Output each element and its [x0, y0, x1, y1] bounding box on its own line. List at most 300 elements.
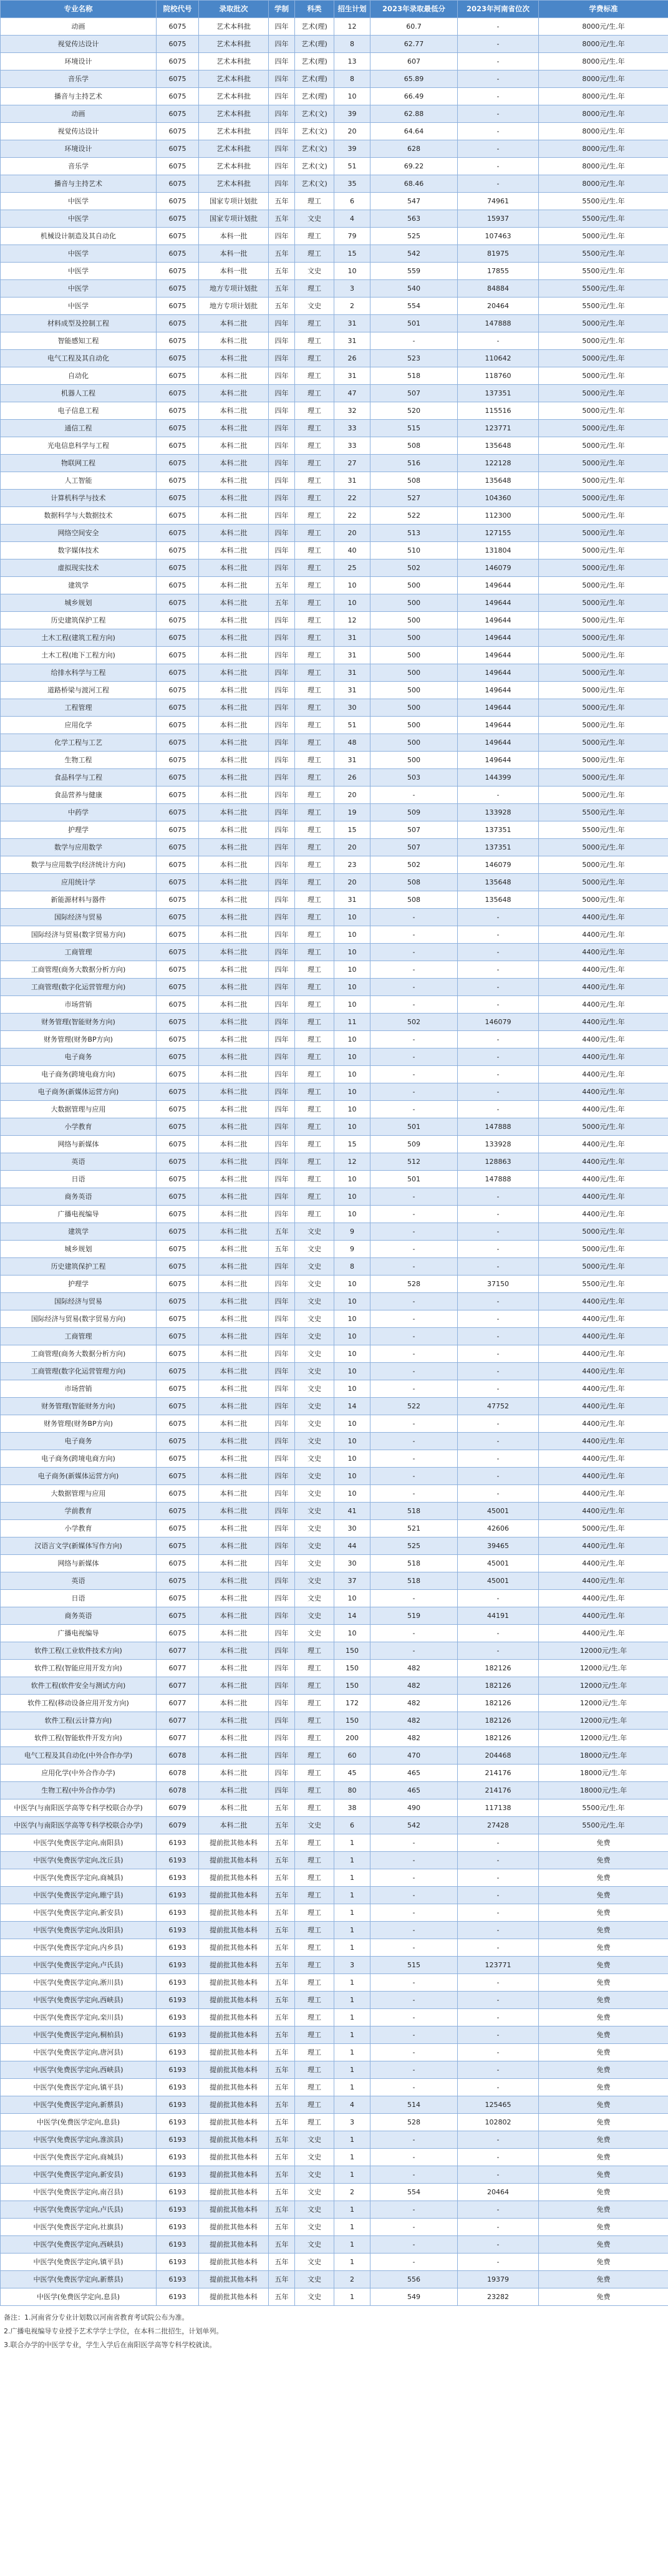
cell-school-code: 6075	[157, 1101, 199, 1118]
table-row	[1, 1258, 668, 1276]
table-row	[1, 1066, 668, 1083]
cell-category: 理工	[295, 1869, 334, 1887]
cell-category: 文史	[295, 1345, 334, 1363]
cell-quota: 15	[334, 245, 370, 263]
cell-quota: 20	[334, 525, 370, 542]
table-row	[1, 140, 668, 158]
cell-school-code: 6075	[157, 717, 199, 734]
cell-quota: 10	[334, 961, 370, 979]
cell-min-score: 507	[370, 821, 458, 839]
cell-category: 理工	[295, 1974, 334, 1992]
cell-tuition: 4400元/生.年	[539, 1590, 668, 1607]
cell-min-score: -	[370, 2061, 458, 2079]
cell-duration: 四年	[269, 1572, 295, 1590]
cell-duration: 四年	[269, 874, 295, 891]
cell-duration: 五年	[269, 298, 295, 315]
cell-school-code: 6193	[157, 2184, 199, 2201]
cell-min-score: 507	[370, 385, 458, 402]
cell-tuition: 免费	[539, 2166, 668, 2184]
table-row	[1, 1765, 668, 1782]
cell-batch: 提前批其他本科	[199, 2166, 269, 2184]
cell-category: 理工	[295, 315, 334, 332]
table-row	[1, 1380, 668, 1398]
cell-major: 软件工程(智能应用开发方向)	[1, 1660, 157, 1677]
cell-tuition: 5500元/生.年	[539, 263, 668, 280]
cell-min-score: -	[370, 1433, 458, 1450]
cell-rank: 137351	[458, 385, 539, 402]
cell-duration: 四年	[269, 1590, 295, 1607]
cell-school-code: 6193	[157, 2096, 199, 2114]
table-row	[1, 2236, 668, 2254]
cell-min-score: 502	[370, 1014, 458, 1031]
cell-major: 视觉传达设计	[1, 36, 157, 53]
cell-quota: 1	[334, 2131, 370, 2149]
cell-category: 理工	[295, 385, 334, 402]
cell-duration: 四年	[269, 1136, 295, 1153]
cell-quota: 6	[334, 193, 370, 210]
cell-major: 给排水科学与工程	[1, 664, 157, 682]
cell-tuition: 免费	[539, 1992, 668, 2009]
cell-duration: 四年	[269, 18, 295, 36]
table-row	[1, 1293, 668, 1310]
cell-batch: 本科二批	[199, 839, 269, 856]
cell-rank: -	[458, 1188, 539, 1206]
cell-rank: -	[458, 1328, 539, 1345]
cell-quota: 37	[334, 1572, 370, 1590]
cell-school-code: 6193	[157, 2044, 199, 2061]
cell-tuition: 免费	[539, 2288, 668, 2306]
cell-quota: 10	[334, 944, 370, 961]
cell-major: 大数据管理与应用	[1, 1485, 157, 1503]
cell-major: 财务管理(智能财务方向)	[1, 1398, 157, 1415]
cell-min-score: -	[370, 1450, 458, 1468]
cell-school-code: 6077	[157, 1695, 199, 1712]
cell-rank: 135648	[458, 891, 539, 909]
table-row	[1, 1974, 668, 1992]
cell-school-code: 6075	[157, 1223, 199, 1241]
cell-category: 文史	[295, 2288, 334, 2306]
cell-rank: 182126	[458, 1730, 539, 1747]
cell-duration: 五年	[269, 1922, 295, 1939]
cell-duration: 四年	[269, 1363, 295, 1380]
cell-batch: 提前批其他本科	[199, 1974, 269, 1992]
cell-duration: 四年	[269, 944, 295, 961]
cell-major: 工商管理(商务大数据分析方向)	[1, 1345, 157, 1363]
cell-duration: 四年	[269, 123, 295, 140]
cell-major: 机器人工程	[1, 385, 157, 402]
cell-min-score: 482	[370, 1712, 458, 1730]
cell-batch: 本科一批	[199, 245, 269, 263]
cell-school-code: 6075	[157, 350, 199, 367]
table-row	[1, 1590, 668, 1607]
table-row	[1, 1031, 668, 1048]
cell-tuition: 4400元/生.年	[539, 1450, 668, 1468]
cell-major: 中医学	[1, 210, 157, 228]
cell-batch: 本科二批	[199, 1398, 269, 1415]
cell-batch: 提前批其他本科	[199, 1939, 269, 1957]
cell-school-code: 6075	[157, 1206, 199, 1223]
cell-rank: 146079	[458, 559, 539, 577]
cell-major: 小学教育	[1, 1520, 157, 1537]
cell-major: 中医学(与南阳医学高等专科学校联合办学)	[1, 1817, 157, 1834]
cell-rank: -	[458, 1869, 539, 1887]
cell-duration: 四年	[269, 996, 295, 1014]
cell-batch: 艺术本科批	[199, 140, 269, 158]
cell-batch: 本科二批	[199, 542, 269, 559]
cell-min-score: -	[370, 2079, 458, 2096]
cell-major: 历史建筑保护工程	[1, 1258, 157, 1276]
cell-major: 中医学(免费医学定向,南阳县)	[1, 1834, 157, 1852]
cell-rank: -	[458, 105, 539, 123]
table-row	[1, 1625, 668, 1642]
cell-category: 艺术(文)	[295, 175, 334, 193]
cell-batch: 本科二批	[199, 979, 269, 996]
cell-duration: 五年	[269, 193, 295, 210]
cell-batch: 本科二批	[199, 1014, 269, 1031]
cell-batch: 本科二批	[199, 1520, 269, 1537]
cell-tuition: 4400元/生.年	[539, 1310, 668, 1328]
cell-tuition: 5000元/生.年	[539, 402, 668, 420]
cell-batch: 本科二批	[199, 437, 269, 455]
cell-batch: 本科二批	[199, 1625, 269, 1642]
cell-batch: 本科二批	[199, 1153, 269, 1171]
table-row	[1, 350, 668, 367]
cell-quota: 10	[334, 1066, 370, 1083]
cell-rank: 110642	[458, 350, 539, 367]
cell-batch: 提前批其他本科	[199, 2114, 269, 2131]
cell-min-score: 559	[370, 263, 458, 280]
cell-batch: 本科二批	[199, 1101, 269, 1118]
cell-major: 食品科学与工程	[1, 769, 157, 787]
cell-duration: 四年	[269, 1730, 295, 1747]
table-row	[1, 647, 668, 664]
cell-batch: 本科二批	[199, 734, 269, 752]
cell-rank: 133928	[458, 1136, 539, 1153]
cell-rank: 42606	[458, 1520, 539, 1537]
cell-rank: -	[458, 787, 539, 804]
cell-category: 理工	[295, 193, 334, 210]
cell-major: 城乡规划	[1, 594, 157, 612]
cell-category: 文史	[295, 2184, 334, 2201]
cell-quota: 2	[334, 2271, 370, 2288]
cell-quota: 9	[334, 1241, 370, 1258]
cell-min-score: -	[370, 2254, 458, 2271]
cell-quota: 22	[334, 490, 370, 507]
cell-major: 中医学(免费医学定向,内乡县)	[1, 1939, 157, 1957]
cell-batch: 提前批其他本科	[199, 2061, 269, 2079]
cell-category: 文史	[295, 1276, 334, 1293]
table-row	[1, 1118, 668, 1136]
cell-quota: 10	[334, 577, 370, 594]
cell-batch: 本科二批	[199, 1642, 269, 1660]
cell-batch: 本科二批	[199, 996, 269, 1014]
cell-major: 数据科学与大数据技术	[1, 507, 157, 525]
cell-rank: 39465	[458, 1537, 539, 1555]
cell-duration: 五年	[269, 2219, 295, 2236]
cell-batch: 提前批其他本科	[199, 2201, 269, 2219]
cell-category: 理工	[295, 542, 334, 559]
table-row	[1, 926, 668, 944]
cell-duration: 五年	[269, 2131, 295, 2149]
cell-category: 文史	[295, 2254, 334, 2271]
cell-school-code: 6078	[157, 1765, 199, 1782]
cell-quota: 48	[334, 734, 370, 752]
cell-duration: 四年	[269, 1101, 295, 1118]
cell-rank: 125465	[458, 2096, 539, 2114]
cell-tuition: 4400元/生.年	[539, 979, 668, 996]
cell-rank: -	[458, 1904, 539, 1922]
cell-duration: 四年	[269, 909, 295, 926]
cell-tuition: 免费	[539, 2096, 668, 2114]
cell-tuition: 8000元/生.年	[539, 53, 668, 70]
cell-rank: 20464	[458, 2184, 539, 2201]
cell-rank: -	[458, 2201, 539, 2219]
cell-min-score: -	[370, 1328, 458, 1345]
cell-school-code: 6077	[157, 1660, 199, 1677]
cell-duration: 四年	[269, 1607, 295, 1625]
cell-rank: -	[458, 36, 539, 53]
header-major: 专业名称	[1, 1, 157, 18]
cell-min-score: 503	[370, 769, 458, 787]
cell-duration: 四年	[269, 769, 295, 787]
cell-school-code: 6075	[157, 1031, 199, 1048]
cell-quota: 22	[334, 507, 370, 525]
cell-rank: -	[458, 926, 539, 944]
cell-category: 理工	[295, 332, 334, 350]
cell-quota: 79	[334, 228, 370, 245]
cell-batch: 本科二批	[199, 1765, 269, 1782]
cell-major: 视觉传达设计	[1, 123, 157, 140]
table-row	[1, 175, 668, 193]
cell-min-score: -	[370, 1083, 458, 1101]
cell-quota: 11	[334, 1014, 370, 1031]
cell-rank: 20464	[458, 298, 539, 315]
cell-quota: 26	[334, 350, 370, 367]
cell-min-score: -	[370, 1223, 458, 1241]
cell-tuition: 4400元/生.年	[539, 1415, 668, 1433]
cell-rank: 135648	[458, 472, 539, 490]
cell-quota: 2	[334, 2184, 370, 2201]
cell-category: 理工	[295, 594, 334, 612]
cell-batch: 本科二批	[199, 612, 269, 629]
cell-duration: 四年	[269, 350, 295, 367]
cell-batch: 本科二批	[199, 1468, 269, 1485]
cell-major: 电气工程及其自动化(中外合作办学)	[1, 1747, 157, 1765]
cell-min-score: 508	[370, 891, 458, 909]
cell-quota: 1	[334, 1887, 370, 1904]
header-category: 科类	[295, 1, 334, 18]
table-row	[1, 490, 668, 507]
table-row	[1, 2254, 668, 2271]
cell-quota: 1	[334, 2079, 370, 2096]
cell-tuition: 5000元/生.年	[539, 839, 668, 856]
cell-category: 文史	[295, 2219, 334, 2236]
cell-quota: 10	[334, 1293, 370, 1310]
cell-school-code: 6075	[157, 1345, 199, 1363]
cell-min-score: 522	[370, 507, 458, 525]
cell-min-score: 556	[370, 2271, 458, 2288]
cell-school-code: 6075	[157, 1572, 199, 1590]
cell-batch: 本科二批	[199, 682, 269, 699]
table-row	[1, 1503, 668, 1520]
cell-duration: 四年	[269, 891, 295, 909]
cell-batch: 地方专项计划批	[199, 298, 269, 315]
cell-major: 电子信息工程	[1, 402, 157, 420]
cell-batch: 提前批其他本科	[199, 1922, 269, 1939]
cell-min-score: 502	[370, 856, 458, 874]
cell-school-code: 6075	[157, 909, 199, 926]
cell-quota: 1	[334, 2201, 370, 2219]
cell-min-score: 527	[370, 490, 458, 507]
cell-duration: 四年	[269, 455, 295, 472]
cell-school-code: 6075	[157, 804, 199, 821]
cell-quota: 20	[334, 874, 370, 891]
cell-category: 理工	[295, 1677, 334, 1695]
cell-tuition: 5500元/生.年	[539, 821, 668, 839]
table-row	[1, 2114, 668, 2131]
cell-tuition: 4400元/生.年	[539, 1188, 668, 1206]
table-row	[1, 367, 668, 385]
cell-quota: 14	[334, 1607, 370, 1625]
table-row	[1, 332, 668, 350]
cell-major: 音乐学	[1, 158, 157, 175]
cell-quota: 2	[334, 298, 370, 315]
cell-batch: 本科二批	[199, 664, 269, 682]
cell-category: 理工	[295, 1939, 334, 1957]
cell-batch: 本科二批	[199, 1415, 269, 1433]
cell-quota: 1	[334, 1869, 370, 1887]
cell-school-code: 6075	[157, 1363, 199, 1380]
cell-min-score: 502	[370, 559, 458, 577]
cell-batch: 本科二批	[199, 1345, 269, 1363]
cell-batch: 本科二批	[199, 1747, 269, 1765]
cell-category: 理工	[295, 1992, 334, 2009]
cell-tuition: 4400元/生.年	[539, 1206, 668, 1223]
cell-duration: 四年	[269, 629, 295, 647]
cell-quota: 10	[334, 1345, 370, 1363]
cell-min-score: 554	[370, 2184, 458, 2201]
cell-quota: 150	[334, 1677, 370, 1695]
cell-duration: 四年	[269, 664, 295, 682]
cell-tuition: 5000元/生.年	[539, 717, 668, 734]
cell-min-score: -	[370, 1974, 458, 1992]
cell-quota: 1	[334, 2166, 370, 2184]
cell-category: 理工	[295, 525, 334, 542]
cell-duration: 四年	[269, 1625, 295, 1642]
cell-min-score: 515	[370, 420, 458, 437]
cell-school-code: 6193	[157, 1974, 199, 1992]
cell-category: 艺术(理)	[295, 53, 334, 70]
cell-batch: 本科二批	[199, 909, 269, 926]
cell-min-score: -	[370, 1834, 458, 1852]
cell-category: 文史	[295, 1380, 334, 1398]
table-row	[1, 594, 668, 612]
cell-duration: 四年	[269, 1014, 295, 1031]
cell-min-score: 500	[370, 699, 458, 717]
cell-rank: -	[458, 1345, 539, 1363]
cell-tuition: 4400元/生.年	[539, 1101, 668, 1118]
cell-category: 理工	[295, 1922, 334, 1939]
table-row	[1, 1223, 668, 1241]
cell-category: 文史	[295, 2149, 334, 2166]
cell-category: 理工	[295, 1957, 334, 1974]
cell-batch: 本科二批	[199, 402, 269, 420]
cell-batch: 国家专项计划批	[199, 193, 269, 210]
cell-major: 中医学	[1, 298, 157, 315]
cell-quota: 3	[334, 280, 370, 298]
cell-tuition: 免费	[539, 1922, 668, 1939]
cell-category: 文史	[295, 1328, 334, 1345]
cell-duration: 四年	[269, 926, 295, 944]
cell-duration: 四年	[269, 507, 295, 525]
cell-min-score: 510	[370, 542, 458, 559]
cell-tuition: 5000元/生.年	[539, 612, 668, 629]
cell-batch: 本科二批	[199, 367, 269, 385]
cell-batch: 本科二批	[199, 1258, 269, 1276]
cell-duration: 四年	[269, 367, 295, 385]
cell-min-score: 500	[370, 734, 458, 752]
cell-quota: 10	[334, 1101, 370, 1118]
cell-category: 理工	[295, 891, 334, 909]
cell-quota: 10	[334, 1468, 370, 1485]
cell-tuition: 4400元/生.年	[539, 1363, 668, 1380]
cell-major: 中医学(免费医学定向,西峡县)	[1, 2236, 157, 2254]
cell-category: 艺术(文)	[295, 123, 334, 140]
cell-school-code: 6075	[157, 472, 199, 490]
cell-tuition: 5000元/生.年	[539, 1223, 668, 1241]
cell-tuition: 5000元/生.年	[539, 420, 668, 437]
cell-rank: -	[458, 1293, 539, 1310]
cell-major: 电子商务	[1, 1433, 157, 1450]
cell-category: 理工	[295, 1153, 334, 1171]
cell-major: 应用化学(中外合作办学)	[1, 1765, 157, 1782]
table-row	[1, 472, 668, 490]
cell-major: 汉语言文学(新媒体写作方向)	[1, 1537, 157, 1555]
cell-rank: -	[458, 1992, 539, 2009]
cell-school-code: 6193	[157, 2166, 199, 2184]
cell-min-score: -	[370, 2219, 458, 2236]
cell-school-code: 6075	[157, 682, 199, 699]
cell-category: 文史	[295, 1625, 334, 1642]
cell-min-score: 542	[370, 1817, 458, 1834]
cell-category: 理工	[295, 1712, 334, 1730]
cell-quota: 25	[334, 559, 370, 577]
cell-quota: 35	[334, 175, 370, 193]
cell-min-score: 509	[370, 804, 458, 821]
cell-major: 虚拟现实技术	[1, 559, 157, 577]
cell-major: 市场营销	[1, 1380, 157, 1398]
table-row	[1, 2219, 668, 2236]
note-line: 备注：1.河南省分专业计划数以河南省教育考试院公布为准。	[4, 2313, 189, 2322]
cell-tuition: 免费	[539, 1887, 668, 1904]
cell-category: 理工	[295, 228, 334, 245]
cell-duration: 五年	[269, 1904, 295, 1922]
cell-major: 中医学(免费医学定向,淅川县)	[1, 1974, 157, 1992]
cell-tuition: 5000元/生.年	[539, 559, 668, 577]
cell-school-code: 6075	[157, 594, 199, 612]
cell-min-score: 465	[370, 1782, 458, 1799]
cell-category: 理工	[295, 1782, 334, 1799]
cell-duration: 四年	[269, 1118, 295, 1136]
cell-batch: 本科二批	[199, 1118, 269, 1136]
cell-major: 日语	[1, 1171, 157, 1188]
table-row	[1, 787, 668, 804]
cell-tuition: 4400元/生.年	[539, 1153, 668, 1171]
cell-quota: 33	[334, 420, 370, 437]
cell-duration: 四年	[269, 1642, 295, 1660]
cell-tuition: 免费	[539, 1957, 668, 1974]
cell-min-score: 508	[370, 472, 458, 490]
